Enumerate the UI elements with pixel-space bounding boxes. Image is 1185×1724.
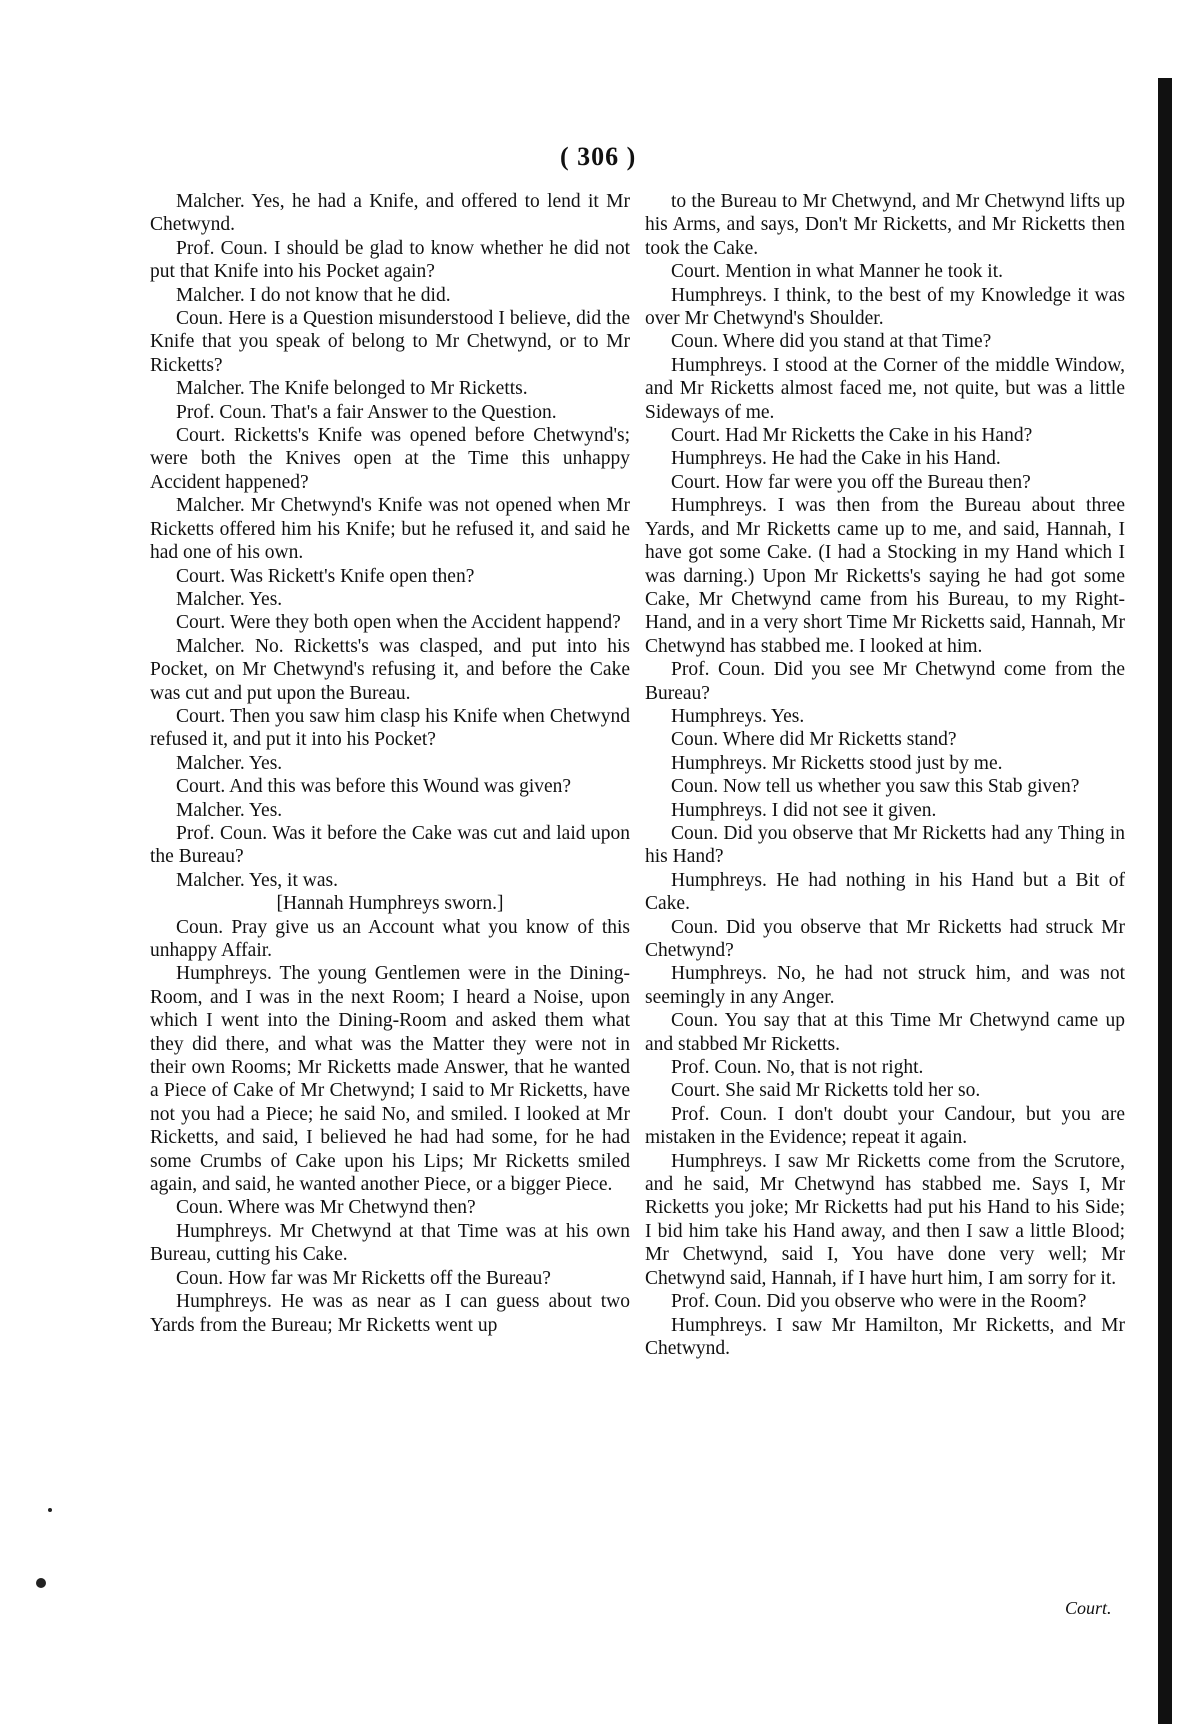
paragraph: Court. And this was before this Wound was given? [176,776,572,798]
paragraph: Malcher. I do not know that he did. [176,284,451,306]
paragraph: Humphreys. Mr Ricketts stood just by me. [671,752,1003,774]
paragraph: Coun. Where did you stand at that Time? [671,331,992,353]
paragraph: Humphreys. No, he had not struck him, and was not seemingly in any Anger. [645,963,1125,1008]
ink-speck [48,1508,52,1512]
paragraph: Humphreys. I stood at the Corner of the middle Window, and Mr Ricketts almost faced me, not quite, but was a little Sideways of me. [645,354,1125,423]
paragraph: Prof. Coun. That's a fair Answer to the Question. [176,401,557,423]
ink-speck [36,1578,46,1588]
paragraph: Coun. You say that at this Time Mr Chetwynd came up and stabbed Mr Ricketts. [645,1010,1125,1055]
paragraph: Coun. How far was Mr Ricketts off the Bureau? [176,1267,551,1289]
catchword: Court. [1065,1598,1112,1618]
paragraph: Malcher. Mr Chetwynd's Knife was not opened when Mr Ricketts offered him his Knife; but he refused it, and said he had one of his own. [150,495,630,564]
paragraph: Court. Mention in what Manner he took it. [671,261,1003,283]
paragraph: Malcher. Yes. [176,752,283,774]
paragraph: Humphreys. I saw Mr Ricketts come from the Scrutore, and he said, Mr Chetwynd has stabbed me. Says I, Mr Ricketts you joke; Mr Ricketts had put his Hand to his Side; I bid him take his Hand away, and then I saw a little Blood; Mr Chetwynd, said I, You have done very well; Mr Chetwynd said, Hannah, if I have hurt him, I am sorry for it. [645,1150,1125,1289]
paragraph: Coun. Pray give us an Account what you know of this unhappy Affair. [150,916,630,961]
paragraph: Prof. Coun. No, that is not right. [671,1057,924,1079]
paragraph: Humphreys. I saw Mr Hamilton, Mr Ricketts, and Mr Chetwynd. [645,1314,1125,1359]
paragraph: Humphreys. Mr Chetwynd at that Time was at his own Bureau, cutting his Cake. [150,1220,630,1266]
paragraph: Prof. Coun. I should be glad to know whether he did not put that Knife into his Pocket again? [150,237,630,283]
paragraph: Humphreys. The young Gentlemen were in the Dining-Room, and I was in the next Room; I heard a Noise, upon which I went into the Dining-Room and asked them what they did there, and what was the Matter they were not in their own Rooms; Mr Ricketts made Answer, that he wanted a Piece of Cake of Mr Chetwynd; I said to Mr Ricketts, have not you had a Piece; he said No, and smiled. I looked at Mr Ricketts, and said, I believed he had had some, for he had some Crumbs of Cake upon his Lips; Mr Ricketts smiled again, and said, he wanted another Piece, or a bigger Piece. [150,963,630,1196]
paragraph: Court. Then you saw him clasp his Knife when Chetwynd refused it, and put it into his Pocket? [150,705,630,751]
right-column [645,190,1125,1360]
paragraph: Coun. Where did Mr Ricketts stand? [671,729,957,751]
paragraph: Malcher. Yes. [176,799,283,821]
page-number: ( 306 ) [560,142,637,171]
paragraph: Court. Ricketts's Knife was opened before Chetwynd's; were both the Knives open at the Time this unhappy Accident happened? [150,425,630,493]
left-column [150,190,630,1337]
paragraph: Coun. Did you observe that Mr Ricketts had struck Mr Chetwynd? [645,916,1125,961]
paragraph: Malcher. Yes. [176,588,283,610]
paragraph: Coun. Now tell us whether you saw this Stab given? [671,776,1080,798]
paragraph: [Hannah Humphreys sworn.] [276,893,504,915]
paragraph: Prof. Coun. Did you observe who were in the Room? [671,1291,1087,1313]
paragraph: Court. Had Mr Ricketts the Cake in his Hand? [671,425,1033,447]
paragraph: Prof. Coun. Was it before the Cake was cut and laid upon the Bureau? [150,822,630,868]
paragraph: Malcher. The Knife belonged to Mr Ricketts. [176,378,528,400]
paragraph: Coun. Did you observe that Mr Ricketts had any Thing in his Hand? [645,822,1125,868]
paragraph: Malcher. No. Ricketts's was clasped, and put into his Pocket, on Mr Chetwynd's refusing it, and before the Cake was cut and put upon the Bureau. [150,635,630,704]
paragraph: Humphreys. I think, to the best of my Knowledge it was over Mr Chetwynd's Shoulder. [645,284,1125,330]
paragraph: Humphreys. He had the Cake in his Hand. [671,448,1001,470]
paragraph: Malcher. Yes, it was. [176,869,338,891]
paragraph: Humphreys. I did not see it given. [671,799,937,821]
paragraph: Malcher. Yes, he had a Knife, and offered to lend it Mr Chetwynd. [150,191,630,236]
paragraph: Court. Were they both open when the Accident happend? [176,612,621,634]
paragraph: Humphreys. Yes. [671,705,805,727]
paragraph: to the Bureau to Mr Chetwynd, and Mr Chetwynd lifts up his Arms, and says, Don't Mr Ricketts, and Mr Ricketts then took the Cake. [645,191,1125,259]
paragraph: Humphreys. He had nothing in his Hand but a Bit of Cake. [645,869,1125,915]
page-edge-shadow [1158,78,1172,1724]
paragraph: Humphreys. He was as near as I can guess about two Yards from the Bureau; Mr Ricketts went up [150,1291,630,1336]
paragraph: Court. Was Rickett's Knife open then? [176,565,475,587]
paragraph: Court. She said Mr Ricketts told her so. [671,1080,981,1102]
paragraph: Coun. Here is a Question misunderstood I believe, did the Knife that you speak of belong to Mr Chetwynd, or to Mr Ricketts? [150,308,630,376]
paragraph: Prof. Coun. Did you see Mr Chetwynd come from the Bureau? [645,659,1125,704]
paragraph: Prof. Coun. I don't doubt your Candour, but you are mistaken in the Evidence; repeat it again. [645,1103,1125,1149]
paragraph: Humphreys. I was then from the Bureau about three Yards, and Mr Ricketts came up to me, and said, Hannah, I have got some Cake. (I had a Stocking in my Hand which I was darning.) Upon Mr Ricketts's saying he had got some Cake, Mr Chetwynd came from his Bureau, to my Right-Hand, and in a very short Time Mr Ricketts said, Hannah, Mr Chetwynd has stabbed me. I looked at him. [645,495,1125,657]
paragraph: Court. How far were you off the Bureau then? [671,471,1031,493]
paragraph: Coun. Where was Mr Chetwynd then? [176,1197,476,1219]
